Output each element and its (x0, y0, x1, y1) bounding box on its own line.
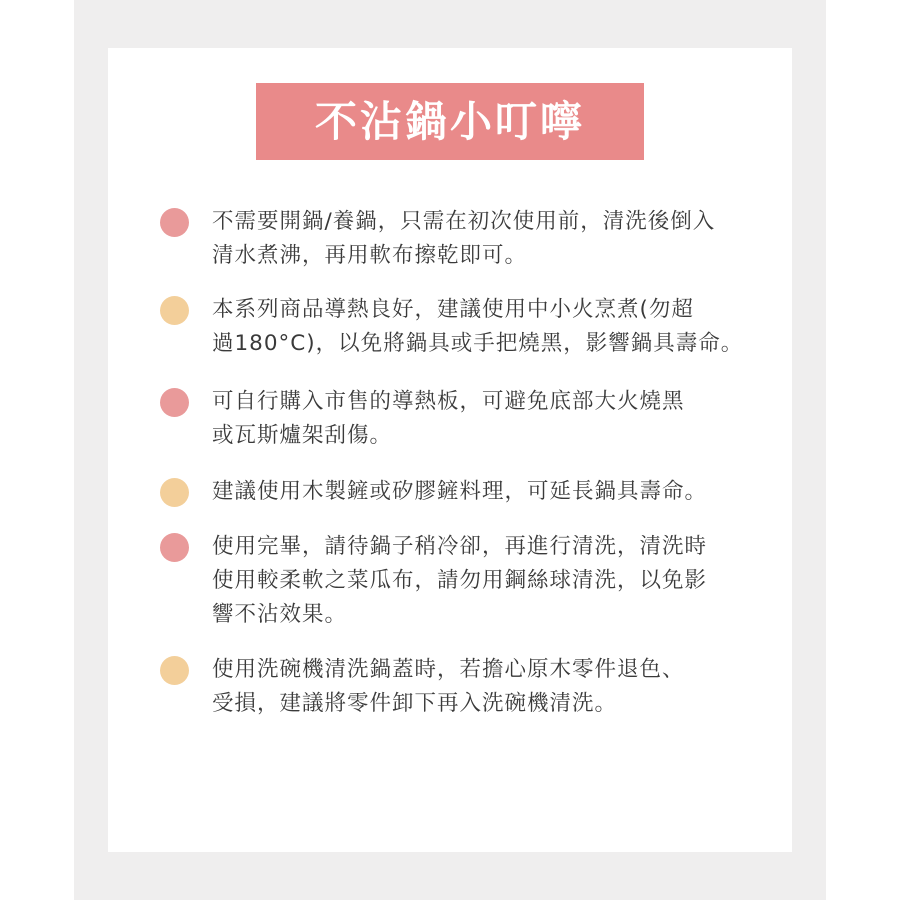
tip-text: 使用洗碗機清洗鍋蓋時，若擔心原木零件退色、 受損，建議將零件卸下再入洗碗機清洗。 (212, 657, 685, 716)
list-item (160, 653, 760, 721)
title-banner (256, 83, 644, 160)
tip-text: 本系列商品導熱良好，建議使用中小火烹煮(勿超 過180°C)，以免將鍋具或手把燒黑，影響鍋具壽命。 (212, 297, 744, 356)
bullet-dot-icon (160, 388, 189, 417)
list-item (160, 293, 760, 361)
list-item (160, 385, 760, 453)
list-item (160, 205, 760, 273)
bullet-dot-icon (160, 656, 189, 685)
list-item (160, 475, 760, 509)
tip-text: 不需要開鍋/養鍋，只需在初次使用前，清洗後倒入 清水煮沸，再用軟布擦乾即可。 (212, 209, 716, 268)
list-item (160, 530, 760, 632)
bullet-dot-icon (160, 296, 189, 325)
page-title: 不沾鍋小叮嚀 (314, 96, 585, 146)
tips-card (108, 48, 792, 852)
bullet-dot-icon (160, 208, 189, 237)
tip-text: 建議使用木製鏟或矽膠鏟料理，可延長鍋具壽命。 (212, 479, 708, 504)
tip-text: 使用完畢，請待鍋子稍冷卻，再進行清洗，清洗時 使用較柔軟之菜瓜布，請勿用鋼絲球清洗，以免影 響不沾效果。 (212, 534, 708, 627)
bullet-dot-icon (160, 533, 189, 562)
bullet-dot-icon (160, 478, 189, 507)
tip-text: 可自行購入市售的導熱板，可避免底部大火燒黑 或瓦斯爐架刮傷。 (212, 389, 685, 448)
